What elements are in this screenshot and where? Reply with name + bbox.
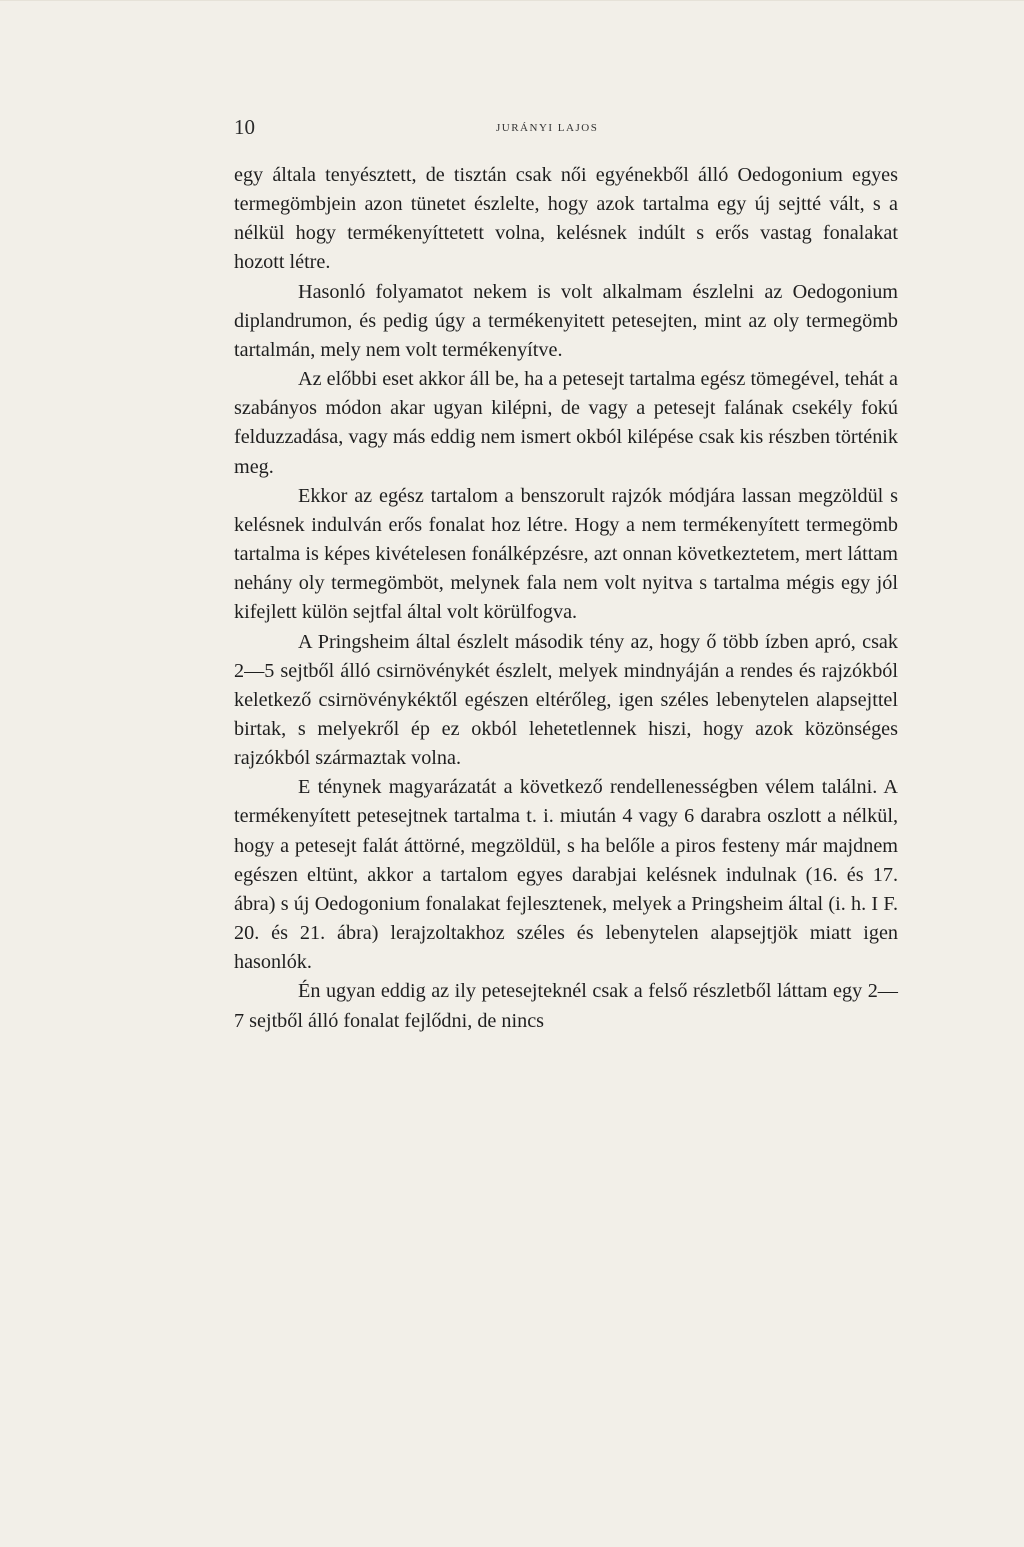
page-header: [234, 115, 898, 143]
running-head: JURÁNYI LAJOS: [496, 122, 599, 134]
paragraph: Az előbbi eset akkor áll be, ha a petesejt tartalma egész tömegével, tehát a szabányos módon akar ugyan kilépni, de vagy a petesejt falának csekély fokú felduzzadása, vagy más eddig nem ismert okból kilépése csak kis részben történik meg.: [234, 368, 898, 478]
paragraph: egy általa tenyésztett, de tisztán csak női egyénekből álló Oedogonium egyes termegömbjein azon tünetet észlelte, hogy azok tartalma egy új sejtté vált, s a nélkül hogy termékenyíttetett volna, kelésnek indúlt s erős vastag fonalakat hozott létre.: [234, 164, 898, 274]
paragraph: Hasonló folyamatot nekem is volt alkalmam észlelni az Oedogonium diplandrumon, és pedig úgy a termékenyitett petesejten, mint az oly termegömb tartalmán, mely nem volt termékenyítve.: [234, 280, 898, 361]
paragraph: Én ugyan eddig az ily petesejteknél csak a felső részletből láttam egy 2—7 sejtből álló fonalat fejlődni, de nincs: [234, 980, 898, 1032]
paragraph: Ekkor az egész tartalom a benszorult rajzók módjára lassan megzöldül s kelésnek indulván erős fonalat hoz létre. Hogy a nem termékenyített termegömb tartalma is képes kivételesen fonálképzésre, azt onnan következtetem, mert láttam nehány oly termegömböt, melynek fala nem volt nyitva s tartalma mégis egy jól kifejlett külön sejtfal által volt körülfogva.: [234, 484, 898, 624]
body-text: [234, 161, 898, 1036]
page-number: 10: [234, 115, 255, 139]
paragraph: E ténynek magyarázatát a következő rendellenességben vélem találni. A termékenyített petesejtnek tartalma t. i. miután 4 vagy 6 darabra oszlott a nélkül, hogy a petesejt falát áttörné, megzöldül, s ha belőle a piros festeny már majdnem egészen eltünt, akkor a tartalom egyes darabjai kelésnek indulnak (16. és 17. ábra) s új Oedogonium fonalakat fejlesztenek, melyek a Pringsheim által (i. h. I F. 20. és 21. ábra) lerajzoltakhoz széles és lebenytelen alapsejtjök miatt igen hasonlók.: [234, 776, 898, 974]
paragraph: A Pringsheim által észlelt második tény az, hogy ő több ízben apró, csak 2—5 sejtből álló csirnövénykét észlelt, melyek mindnyáján a rendes és rajzókból keletkező csirnövénykéktől egészen eltérőleg, igen széles lebenytelen alapsejttel birtak, s melyekről ép ez okból lehetetlennek hiszi, hogy azok közönséges rajzókból származtak volna.: [234, 630, 898, 770]
